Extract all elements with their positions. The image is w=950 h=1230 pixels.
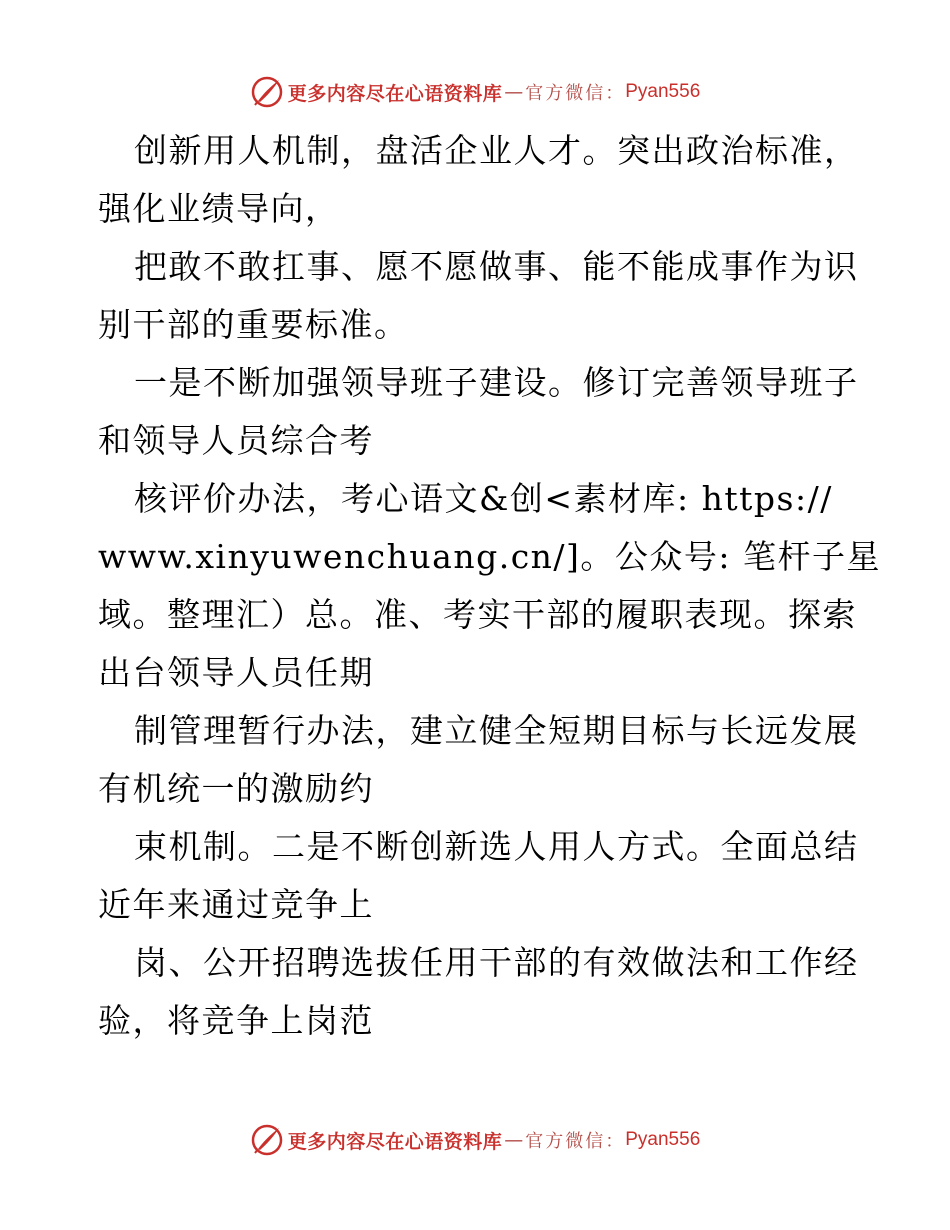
- text-line: 创新用人机制，盘活企业人才。突出政治标准，: [134, 131, 859, 170]
- text-line: 验，将竞争上岗范: [98, 1001, 374, 1040]
- footer-brand: 更多内容尽在心语资料库: [287, 1130, 503, 1153]
- header-wechat-label: 官方微信：: [525, 83, 626, 104]
- text-line: 别干部的重要标准。: [98, 305, 409, 344]
- text-line: 强化业绩导向，: [98, 189, 340, 228]
- text-line: 一是不断加强领导班子建设。修订完善领导班子: [134, 363, 859, 402]
- text-line: 束机制。二是不断创新选人用人方式。全面总结: [134, 827, 859, 866]
- footer-wechat-id: Pyan556: [625, 1129, 701, 1150]
- header-banner: [0, 72, 950, 112]
- text-line: 近年来通过竞争上: [98, 885, 374, 924]
- text-line: 制管理暂行办法，建立健全短期目标与长远发展: [134, 711, 859, 750]
- text-line: 岗、公开招聘选拔任用干部的有效做法和工作经: [134, 943, 859, 982]
- text-line: 和领导人员综合考: [98, 421, 374, 460]
- header-brand: 更多内容尽在心语资料库: [287, 82, 503, 105]
- footer-dash: —: [504, 1129, 524, 1151]
- text-line: 核评价办法，考心语文&创<素材库: https://: [134, 479, 833, 518]
- text-line: 出台领导人员任期: [98, 653, 374, 692]
- header-wechat-id: Pyan556: [625, 81, 701, 102]
- footer-wechat-label: 官方微信：: [525, 1131, 626, 1152]
- footer-banner: [0, 1120, 950, 1160]
- quill-logo-icon: [250, 1123, 284, 1157]
- quill-logo-icon: [250, 75, 284, 109]
- text-line: 把敢不敢扛事、愿不愿做事、能不能成事作为识: [134, 247, 859, 286]
- text-line: 有机统一的激励约: [98, 769, 374, 808]
- text-line: 域。整理汇）总。准、考实干部的履职表现。探索: [98, 595, 857, 634]
- text-line: www.xinyuwenchuang.cn/]。公众号: 笔杆子星: [98, 537, 882, 576]
- header-dash: —: [504, 81, 524, 103]
- document-body: [98, 122, 882, 1050]
